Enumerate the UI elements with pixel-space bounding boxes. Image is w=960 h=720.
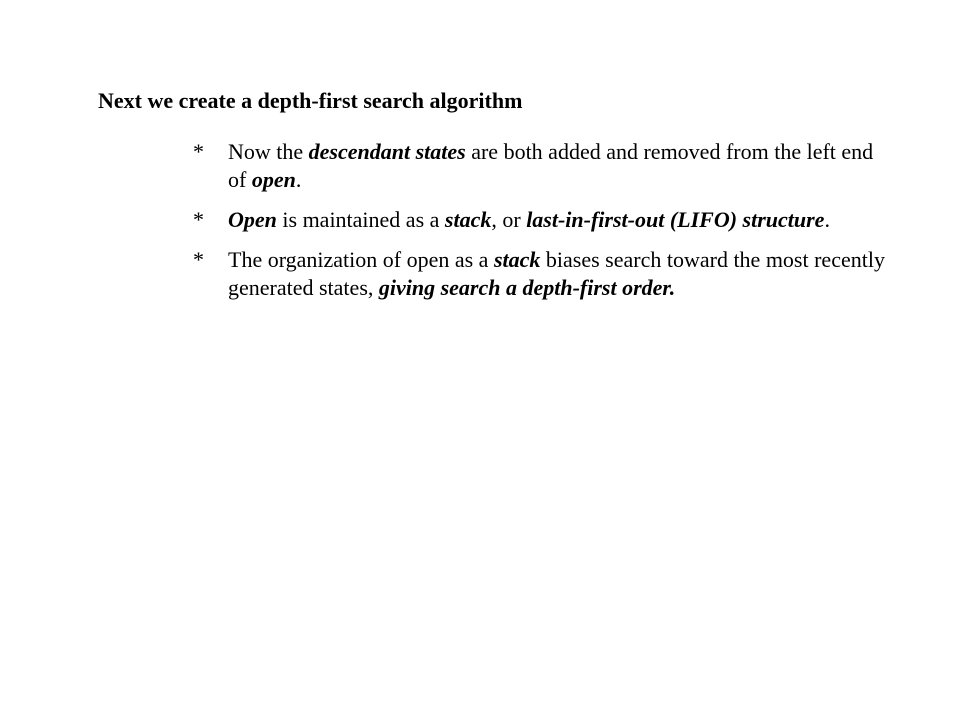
- bullet-text-3: [228, 247, 885, 300]
- bullet-2-seg-2: is maintained as a: [276, 207, 445, 232]
- bullet-3-seg-1: The organization of open as a: [228, 247, 494, 272]
- bullet-marker: *: [193, 247, 204, 272]
- bullet-2-seg-1: Open: [228, 207, 277, 232]
- bullet-text-2: [228, 207, 830, 232]
- bullet-2-seg-5: last-in-first-out (LIFO) structure: [526, 207, 825, 232]
- slide-heading: Next we create a depth-first search algorithm: [98, 88, 523, 113]
- bullet-2-seg-3: stack: [444, 207, 492, 232]
- bullet-3-seg-3: biases search toward the most recently generated states,: [228, 247, 885, 300]
- bullet-item-2: [193, 206, 893, 234]
- bullet-1-seg-1: Now the: [228, 139, 309, 164]
- bullet-text-1: [228, 139, 873, 192]
- bullet-2-seg-4: , or: [491, 207, 527, 232]
- bullet-1-seg-5: .: [295, 167, 302, 192]
- bullet-marker: *: [193, 207, 204, 232]
- bullet-3-seg-4: giving search a depth-first order.: [378, 275, 676, 300]
- bullet-3-seg-2: stack: [493, 247, 541, 272]
- bullet-item-1: [193, 138, 893, 194]
- bullet-marker: *: [193, 139, 204, 164]
- bullet-1-seg-3: are both added and removed from the left end of: [228, 139, 874, 192]
- bullet-1-seg-2: descendant states: [308, 139, 466, 164]
- bullet-list: [193, 138, 893, 314]
- bullet-item-3: [193, 246, 893, 302]
- bullet-2-seg-6: .: [824, 207, 830, 232]
- bullet-1-seg-4: open: [251, 167, 296, 192]
